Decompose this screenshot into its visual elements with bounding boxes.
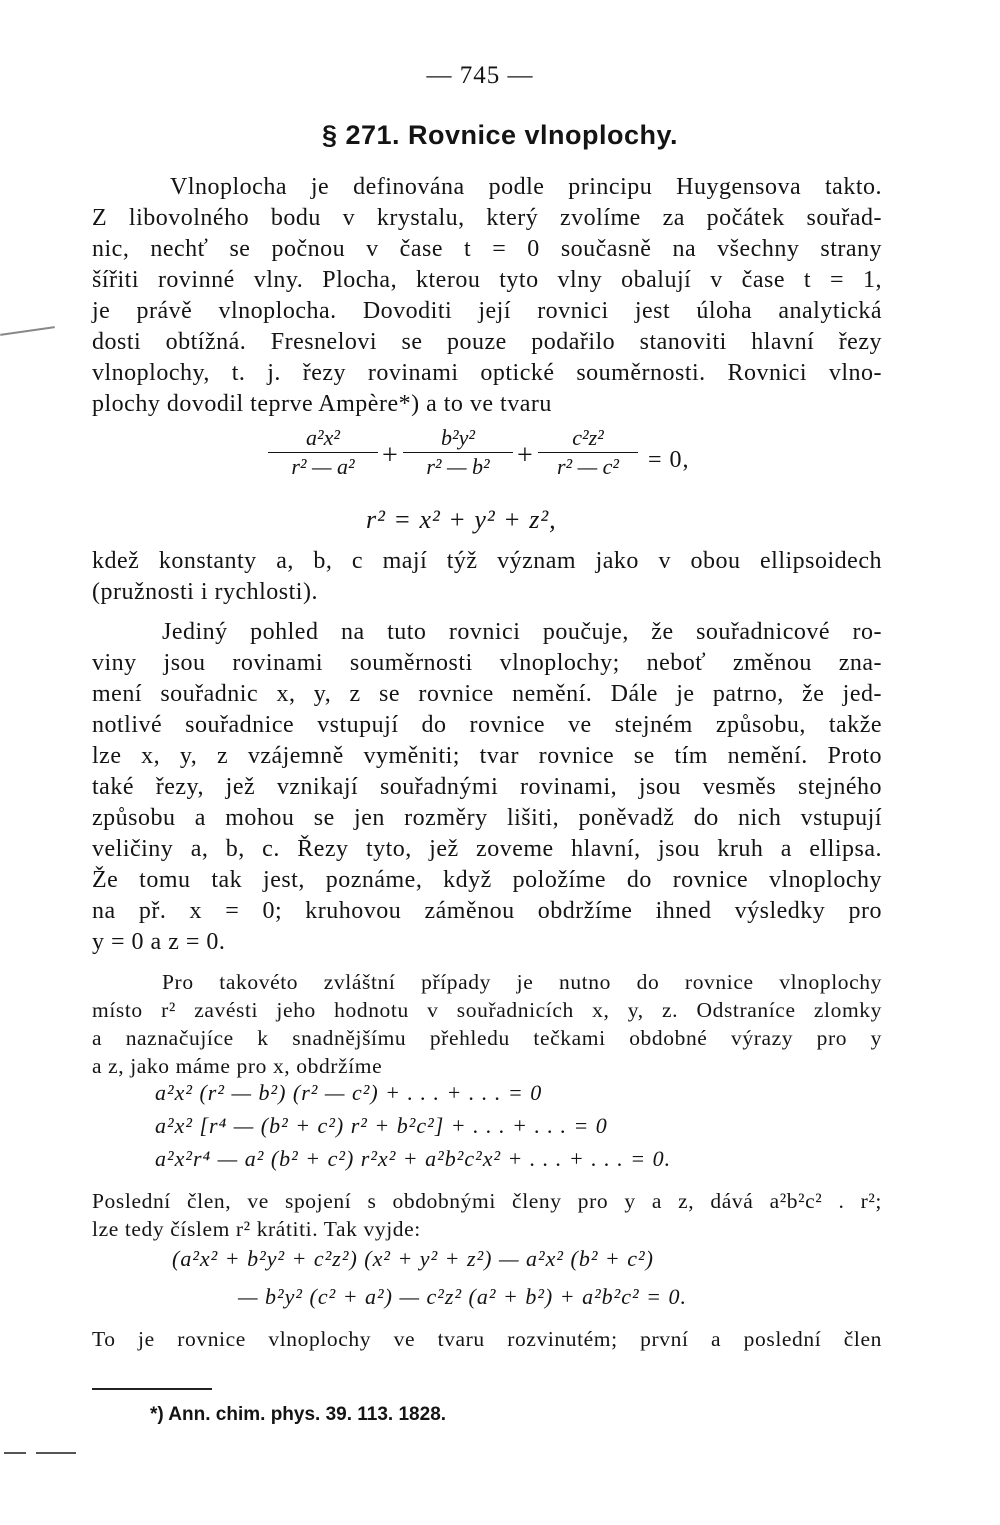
fraction-denominator: r² — b² bbox=[426, 454, 490, 479]
equation-line: — b²y² (c² + a²) — c²z² (a² + b²) + a²b²c² = 0. bbox=[238, 1284, 687, 1309]
paragraph-line: y = 0 a z = 0. bbox=[92, 929, 226, 955]
scan-mark bbox=[36, 1452, 76, 1454]
fraction-term-2 bbox=[403, 425, 513, 480]
equation-line: (a²x² + b²y² + c²z²) (x² + y² + z²) — a²x² (b² + c²) bbox=[172, 1246, 654, 1271]
paragraph-line: nic, nechť se počnou v čase t = 0 současně na všechny strany bbox=[92, 236, 882, 262]
paragraph-line: také řezy, jež vznikají souřadnými rovinami, jsou vesměs stejného bbox=[92, 774, 882, 800]
fraction-numerator: a²x² bbox=[268, 425, 378, 453]
paragraph-line: místo r² zavésti jeho hodnotu v souřadnicích x, y, z. Odstraníce zlomky bbox=[92, 998, 882, 1022]
footnote-rule bbox=[92, 1388, 212, 1390]
paragraph-line: Že tomu tak jest, poznáme, když položíme do rovnice vlnoplochy bbox=[92, 867, 882, 893]
scan-mark bbox=[4, 1452, 26, 1454]
paragraph-line: (pružnosti i rychlosti). bbox=[92, 579, 318, 605]
fraction-denominator: r² — a² bbox=[291, 454, 355, 479]
paragraph-line: a naznačujíce k snadnějšímu přehledu tečkami obdobné výrazy pro y bbox=[92, 1026, 882, 1050]
equation-line: a²x²r⁴ — a² (b² + c²) r²x² + a²b²c²x² + . . . + . . . = 0. bbox=[155, 1146, 672, 1171]
paragraph-line: dosti obtížná. Fresnelovi se pouze podařilo stanoviti hlavní řezy bbox=[92, 329, 882, 355]
paragraph-line: Pro takovéto zvláštní případy je nutno do rovnice vlnoplochy bbox=[162, 970, 882, 994]
plus-sign: + bbox=[382, 440, 398, 471]
paragraph-line: Vlnoplocha je definována podle principu Huygensova takto. bbox=[170, 174, 882, 200]
paragraph-line: způsobu a mohou se jen rozměry lišiti, poněvadž do nich vstupují bbox=[92, 805, 882, 831]
paragraph-line: lze x, y, z vzájemně vyměniti; tvar rovnice se tím nemění. Proto bbox=[92, 743, 882, 769]
paragraph-line: notlivé souřadnice vstupují do rovnice ve stejném způsobu, takže bbox=[92, 712, 882, 738]
fraction-denominator: r² — c² bbox=[556, 454, 620, 479]
page-number: — 745 — bbox=[426, 62, 534, 89]
paragraph-line: a z, jako máme pro x, obdržíme bbox=[92, 1054, 383, 1078]
fraction-numerator: b²y² bbox=[403, 425, 513, 453]
paragraph-line: veličiny a, b, c. Řezy tyto, jež zoveme hlavní, jsou kruh a ellipsa. bbox=[92, 836, 882, 862]
paragraph-line: lze tedy číslem r² krátiti. Tak vyjde: bbox=[92, 1217, 421, 1241]
equation-r-squared: r² = x² + y² + z², bbox=[366, 505, 557, 534]
equation-line: a²x² [r⁴ — (b² + c²) r² + b²c²] + . . . + . . . = 0 bbox=[155, 1113, 608, 1138]
fraction-term-1 bbox=[268, 425, 378, 480]
paragraph-line: Poslední člen, ve spojení s obdobnými členy pro y a z, dává a²b²c² . r²; bbox=[92, 1189, 882, 1213]
fraction-numerator: c²z² bbox=[538, 425, 638, 453]
paragraph-line: kdež konstanty a, b, c mají týž význam jako v obou ellipsoidech bbox=[92, 548, 882, 574]
section-heading: § 271. Rovnice vlnoplochy. bbox=[321, 120, 679, 150]
paragraph-line: na př. x = 0; kruhovou záměnou obdržíme ihned výsledky pro bbox=[92, 898, 882, 924]
equation-line: a²x² (r² — b²) (r² — c²) + . . . + . . . = 0 bbox=[155, 1080, 543, 1105]
footnote: *) Ann. chim. phys. 39. 113. 1828. bbox=[150, 1404, 447, 1425]
plus-sign: + bbox=[517, 440, 533, 471]
paragraph-line: Jediný pohled na tuto rovnici poučuje, že souřadnicové ro- bbox=[162, 619, 882, 645]
paragraph-line: To je rovnice vlnoplochy ve tvaru rozvinutém; první a poslední člen bbox=[92, 1327, 882, 1351]
paragraph-line: vlnoplochy, t. j. řezy rovinami optické souměrnosti. Rovnici vlno- bbox=[92, 360, 882, 386]
paragraph-line: mení souřadnic x, y, z se rovnice nemění. Dále je patrno, že jed- bbox=[92, 681, 882, 707]
paragraph-line: šířiti rovinné vlny. Plocha, kterou tyto vlny obalují v čase t = 1, bbox=[92, 267, 882, 293]
equation-rhs: = 0, bbox=[648, 447, 690, 473]
paragraph-line: je právě vlnoplocha. Dovoditi její rovnici jest úloha analytická bbox=[92, 298, 882, 324]
paragraph-line: viny jsou rovinami souměrnosti vlnoplochy; neboť změnou zna- bbox=[92, 650, 882, 676]
paragraph-line: Z libovolného bodu v krystalu, který zvolíme za počátek souřad- bbox=[92, 205, 882, 231]
paragraph-line: plochy dovodil teprve Ampère*) a to ve tvaru bbox=[92, 391, 552, 417]
fraction-term-3 bbox=[538, 425, 638, 480]
scan-mark bbox=[0, 326, 55, 336]
